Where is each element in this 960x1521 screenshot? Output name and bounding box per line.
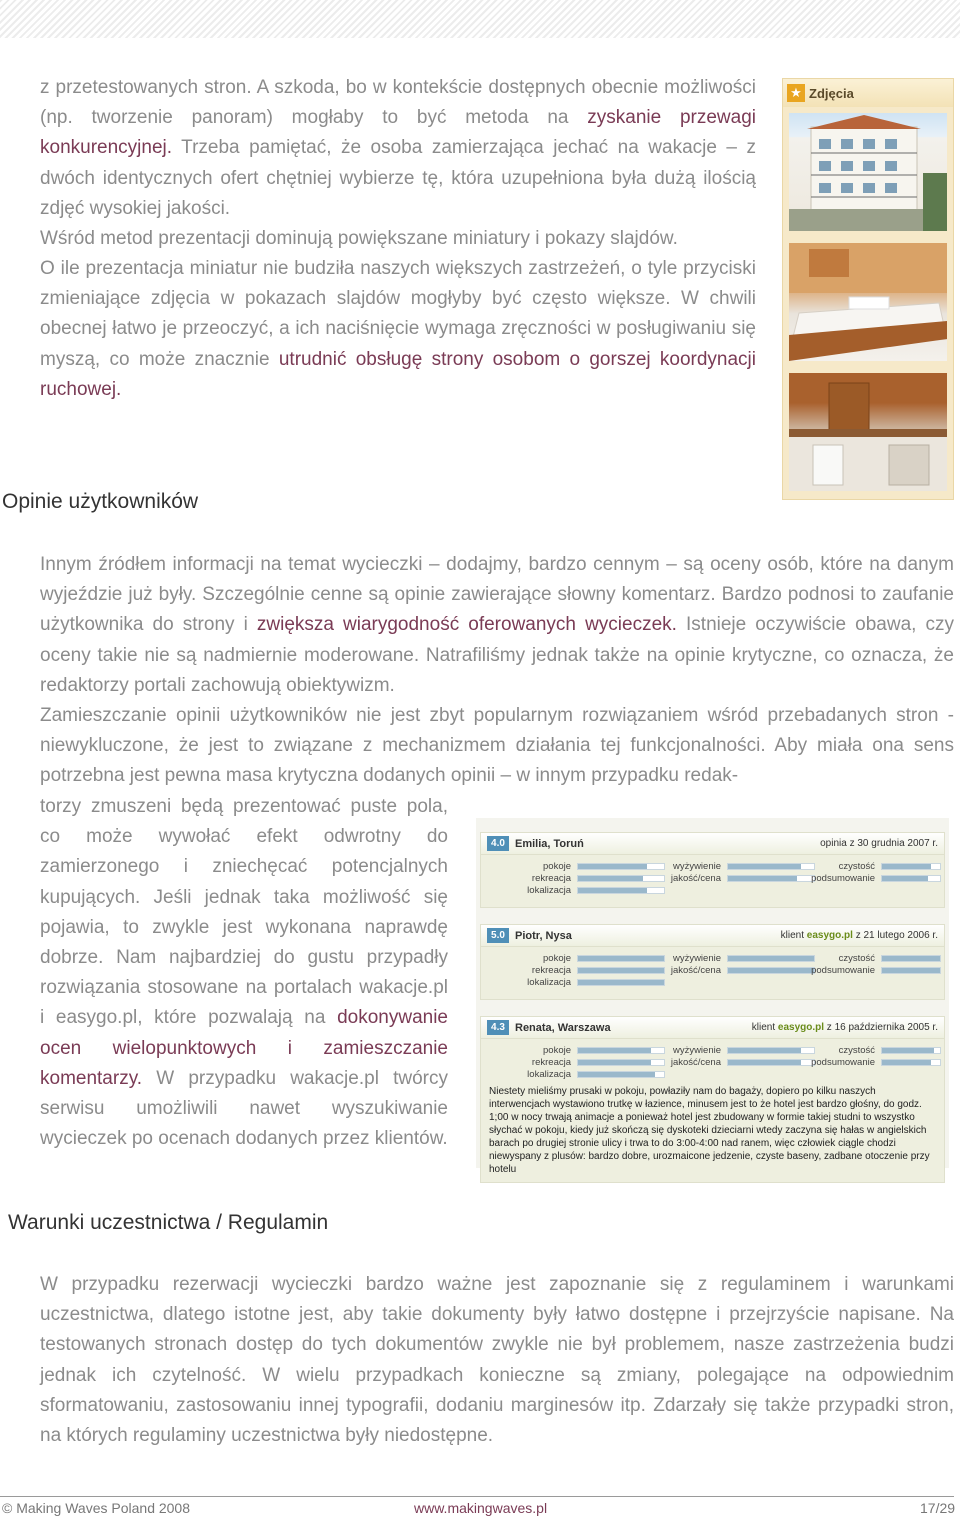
rating-label-wyzywienie: wyżywienie	[672, 1045, 721, 1056]
hotel-room-illustration	[789, 243, 947, 361]
rating-bar	[577, 955, 665, 962]
rating-bar-fill	[882, 1048, 934, 1053]
rating-bar-fill	[578, 968, 664, 973]
review-date	[781, 930, 938, 941]
rating-bar	[577, 967, 665, 974]
rating-bar-fill	[728, 968, 814, 973]
rating-bar-fill	[578, 876, 643, 881]
rating-bar	[881, 967, 941, 974]
review-comment: Niestety mieliśmy prusaki w pokoju, powłaziły nam do bagaży, dopiero po kilku naszych interwencjach wystawiono trutkę w łazience, minusem jest to że hotel jest bardzo głośny, do godz. 1;00 w nocy trwają animacje a ponieważ hotel jest zbudowany w formie takiej studni to wszystko słychać w pokoju, kiedy już skończą się dyskoteki dzieciarni wtedy zaczyna się hałas w angielskich barach po drugiej stronie ulicy i trwa to do 3:00-4:00 nad ranem, więc człowiek ciągle chodzi niewyspany z plusów: bardzo dobre, urozmaicone jedzenie, czyste baseny, zadbane otoczenie przy hotelu	[481, 1083, 944, 1182]
review-card	[480, 924, 945, 1000]
review-ratings	[481, 855, 944, 907]
rating-label-jakosc: jakość/cena	[670, 873, 721, 884]
reviewer-name: Piotr, Nysa	[515, 929, 572, 942]
reviewer-name: Emilia, Toruń	[515, 837, 584, 850]
section-heading-terms: Warunki uczestnictwa / Regulamin	[8, 1211, 329, 1234]
rating-bar	[881, 1059, 941, 1066]
rating-bar	[577, 887, 665, 894]
rating-bar	[727, 1047, 815, 1054]
rating-bar-fill	[578, 1060, 651, 1065]
rating-bar-fill	[578, 980, 664, 985]
rating-label-jakosc: jakość/cena	[670, 1057, 721, 1068]
rating-bar-fill	[882, 1060, 931, 1065]
review-meta-brand: easygo.pl	[806, 930, 853, 941]
rating-bar-fill	[578, 1048, 651, 1053]
rating-label-pokoje: pokoje	[543, 861, 571, 872]
opinions-paragraph-1	[40, 550, 954, 701]
opinions-paragraph-2-column	[40, 792, 448, 1154]
rating-bar	[577, 1047, 665, 1054]
rating-bar-fill	[578, 956, 664, 961]
hotel-room-photo[interactable]	[789, 243, 947, 361]
rating-label-lokalizacja: lokalizacja	[527, 977, 571, 988]
text-run: z przetestowanych stron. A szkoda, bo w kontekście dostępnych obecnie możliwości (np. tworzenie panoram) mogłaby to być metoda na	[40, 77, 756, 129]
rating-bar-fill	[728, 876, 797, 881]
text-run: Innym źródłem informacji na temat wycieczki – dodajmy, bardzo cennym – są oceny osób, które na danym wyjeździe już były. Szczególnie cenne są opinie zawierające słowny komentarz. Bardzo podnosi to zaufanie użytkownika do strony i	[40, 554, 954, 636]
rating-label-lokalizacja: lokalizacja	[527, 885, 571, 896]
footer-page-number: 17/29	[920, 1500, 956, 1516]
rating-bar	[577, 863, 665, 870]
review-card	[480, 832, 945, 908]
rating-bar	[727, 875, 815, 882]
rating-bar-fill	[882, 864, 931, 869]
intro-paragraph-3	[40, 254, 756, 405]
rating-label-czystosc: czystość	[838, 953, 875, 964]
rating-bar	[577, 1059, 665, 1066]
review-card	[480, 1016, 945, 1183]
reviewer-name: Renata, Warszawa	[515, 1021, 611, 1034]
review-score-badge: 4.3	[487, 1020, 509, 1035]
rating-bar-fill	[578, 888, 647, 893]
rating-label-pokoje: pokoje	[543, 953, 571, 964]
text-run: torzy zmuszeni będą prezentować puste pola, co może wywołać efekt odwrotny do zamierzonego i zniechęcać potencjalnych kupujących. Jeśli jednak taka możliwość się pojawia, to zwykle jest wykonana naprawdę dobrze. Nam najbardziej do gustu przypadły rozwiązania stosowane na portalach wakacje.pl i easygo.pl, które pozwalają na	[40, 796, 448, 1029]
rating-label-czystosc: czystość	[838, 861, 875, 872]
review-header	[481, 833, 944, 855]
rating-bar-fill	[882, 876, 928, 881]
rating-bar	[727, 1059, 815, 1066]
rating-label-lokalizacja: lokalizacja	[527, 1069, 571, 1080]
text-run: Istnieje oczywiście obawa, czy oceny takie nie są nadmiernie moderowane. Natrafiliśmy jednak także na opinie krytyczne, co oznacza, że redaktorzy portali zachowują obiektywizm.	[40, 614, 954, 696]
review-score-badge: 4.0	[487, 836, 509, 851]
rating-bar	[727, 967, 815, 974]
section-heading-opinions: Opinie użytkowników	[2, 490, 199, 513]
photo-panel-header	[783, 79, 953, 107]
hotel-building-illustration	[789, 113, 947, 231]
rating-bar	[577, 875, 665, 882]
terms-paragraph: W przypadku rezerwacji wycieczki bardzo ważne jest zapoznanie się z regulaminem i warunkami uczestnictwa, dlatego istotne jest, aby takie dokumenty były łatwo dostępne i przejrzyście napisane. Na testowanych stronach dostęp do tych dokumentów zwykle nie był problemem, nasze zastrzeżenia budzi jednak ich czytelność. W wielu przypadkach konieczne są zmiany, polegające na odpowiednim sformatowaniu, zastosowaniu innej typografii, dodaniu marginesów itp. Zdarzały się także przypadki stron, na których regulaminy uczestnictwa były niedostępne.	[40, 1274, 954, 1447]
review-date	[752, 1022, 938, 1033]
highlight-text: zwiększa wiarygodność oferowanych wycieczek.	[256, 614, 677, 636]
review-ratings	[481, 947, 944, 999]
photo-gallery-panel	[782, 78, 954, 500]
kitchen-photo[interactable]	[789, 373, 947, 491]
review-date	[820, 838, 938, 849]
highlight-text: zyskanie przewagi konkurencyjnej.	[40, 107, 756, 159]
review-header	[481, 1017, 944, 1039]
rating-label-jakosc: jakość/cena	[670, 965, 721, 976]
rating-bar-fill	[728, 1060, 801, 1065]
rating-bar	[881, 1047, 941, 1054]
rating-bar-fill	[882, 968, 940, 973]
rating-bar-fill	[578, 864, 647, 869]
rating-bar	[881, 875, 941, 882]
footer-divider	[0, 1496, 954, 1497]
header-stripe	[0, 0, 960, 38]
review-score-badge: 5.0	[487, 928, 509, 943]
rating-bar-fill	[728, 1048, 801, 1053]
rating-bar	[727, 863, 815, 870]
rating-bar-fill	[882, 956, 940, 961]
rating-label-rekreacja: rekreacja	[531, 965, 571, 976]
review-meta-text: opinia z 30 grudnia 2007 r.	[820, 838, 938, 849]
rating-label-rekreacja: rekreacja	[531, 873, 571, 884]
intro-paragraph-1	[40, 73, 756, 224]
rating-bar	[881, 863, 941, 870]
rating-bar	[577, 979, 665, 986]
rating-label-podsumowanie: podsumowanie	[811, 965, 875, 976]
review-meta-text: klient	[780, 930, 807, 941]
rating-bar	[881, 955, 941, 962]
review-meta-brand: easygo.pl	[777, 1022, 825, 1033]
kitchen-illustration	[789, 373, 947, 491]
review-meta-text: z 21 lutego 2006 r.	[852, 930, 938, 941]
rating-label-rekreacja: rekreacja	[531, 1057, 571, 1068]
rating-bar	[577, 1071, 665, 1078]
review-meta-text: klient	[751, 1022, 778, 1033]
photo-panel-title: Zdjęcia	[809, 85, 854, 101]
highlight-text: utrudnić obsługę strony osobom o gorszej koordynacji ruchowej.	[40, 348, 757, 400]
hotel-building-photo[interactable]	[789, 113, 947, 231]
text-run: W przypadku wakacje.pl twórcy serwisu umożliwili nawet wyszukiwanie wycieczek po ocenach dodanych przez klientów.	[40, 1067, 448, 1150]
review-meta-text: z 16 października 2005 r.	[824, 1022, 938, 1033]
rating-label-wyzywienie: wyżywienie	[672, 953, 721, 964]
text-run: O ile prezentacja miniatur nie budziła naszych większych zastrzeżeń, o tyle przyciski zmieniające zdjęcia w pokazach slajdów mogłyby być często większe. W chwili obecnej łatwo je przeoczyć, a ich naciśnięcie wymaga zręczności w posługiwaniu się myszą, co może znacznie	[40, 258, 756, 370]
rating-bar	[727, 955, 815, 962]
rating-label-podsumowanie: podsumowanie	[811, 873, 875, 884]
rating-label-czystosc: czystość	[838, 1045, 875, 1056]
review-header	[481, 925, 944, 947]
review-ratings	[481, 1039, 944, 1083]
rating-label-pokoje: pokoje	[543, 1045, 571, 1056]
opinions-paragraph-2-top: Zamieszczanie opinii użytkowników nie jest zbyt popularnym rozwiązaniem wśród przebadanych stron - niewykluczone, że jest to związane z mechanizmem działania tej funkcjonalności. Aby miała ona sens potrzebna jest pewna masa krytyczna dodanych opinii – w innym przypadku redak-	[40, 705, 954, 787]
rating-bar-fill	[728, 864, 801, 869]
rating-label-wyzywienie: wyżywienie	[672, 861, 721, 872]
footer-copyright: © Making Waves Poland 2008	[2, 1500, 191, 1516]
user-reviews-panel	[476, 818, 949, 1175]
text-run: Trzeba pamiętać, że osoba zamierzająca jechać na wakacje – z dwóch identycznych ofert chętniej wybierze tę, która uzupełniona była dużą ilością zdjęć wysokiej jakości.	[40, 137, 756, 219]
highlight-text: dokonywanie ocen wielopunktowych i zamieszczanie komentarzy.	[40, 1007, 448, 1089]
rating-label-podsumowanie: podsumowanie	[811, 1057, 875, 1068]
star-icon: ★	[787, 84, 805, 102]
intro-paragraph-2: Wśród metod prezentacji dominują powiększane miniatury i pokazy slajdów.	[40, 228, 678, 249]
rating-bar-fill	[728, 956, 814, 961]
footer-website-link[interactable]: www.makingwaves.pl	[414, 1500, 548, 1516]
rating-bar-fill	[578, 1072, 655, 1077]
